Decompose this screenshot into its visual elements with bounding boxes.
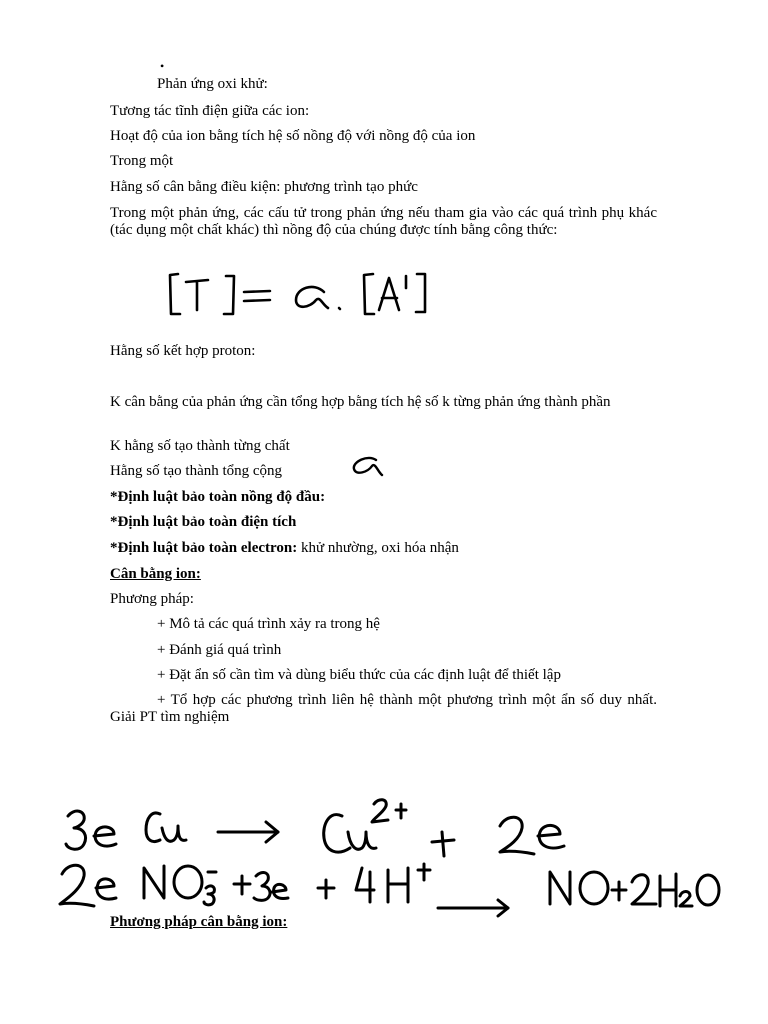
law-electron-text: khử nhường, oxi hóa nhận xyxy=(297,540,459,556)
redox-line: Phản ứng oxi khử: xyxy=(157,76,268,92)
bullet-mark: • xyxy=(160,59,165,73)
method-step-4: + Tổ hợp các phương trình liên hệ thành một phương trình một ẩn số duy nhất. Giải PT tìm nghiệm xyxy=(110,692,657,725)
k-each-line: K hằng số tạo thành từng chất xyxy=(110,438,290,454)
k-total-paragraph: K cân bằng của phản ứng cần tổng hợp bằng tích hệ số k từng phản ứng thành phần xyxy=(110,394,611,410)
method-step-1: + Mô tả các quá trình xảy ra trong hệ xyxy=(157,616,380,632)
k-overall-line: Hằng số tạo thành tổng cộng xyxy=(110,463,283,479)
handwritten-alpha xyxy=(348,456,384,478)
law-electron-label: *Định luật bảo toàn electron: xyxy=(110,540,298,556)
trong-mot-line: Trong một xyxy=(110,153,174,169)
ion-balance-method-heading: Phương pháp cân bằng ion: xyxy=(110,914,288,930)
handwritten-formula xyxy=(162,268,437,320)
side-process-paragraph: Trong một phản ứng, các cấu tử trong phản ứng nếu tham gia vào các quá trình phụ khác (tác dụng một chất khác) thì nồng độ của chúng được tính bằng công thức: xyxy=(110,205,657,238)
law-electron-line xyxy=(110,540,657,557)
method-step-3: + Đặt ẩn số cần tìm và dùng biểu thức của các định luật để thiết lập xyxy=(157,667,561,683)
law-initial-concentration: *Định luật bảo toàn nồng độ đầu: xyxy=(110,489,326,505)
method-label: Phương pháp: xyxy=(110,591,194,607)
proton-constant-line: Hằng số kết hợp proton: xyxy=(110,343,256,359)
law-charge: *Định luật bảo toàn điện tích xyxy=(110,514,297,530)
ion-balance-heading: Cân bằng ion: xyxy=(110,566,201,582)
electrostatic-line: Tương tác tĩnh điện giữa các ion: xyxy=(110,103,310,119)
method-step-2: + Đánh giá quá trình xyxy=(157,642,282,658)
handwritten-equation-1 xyxy=(60,796,580,866)
conditional-constant-line: Hằng số cân bằng điều kiện: phương trình tạo phức xyxy=(110,179,418,195)
activity-line: Hoạt độ của ion bằng tích hệ số nồng độ với nồng độ của ion xyxy=(110,128,476,144)
